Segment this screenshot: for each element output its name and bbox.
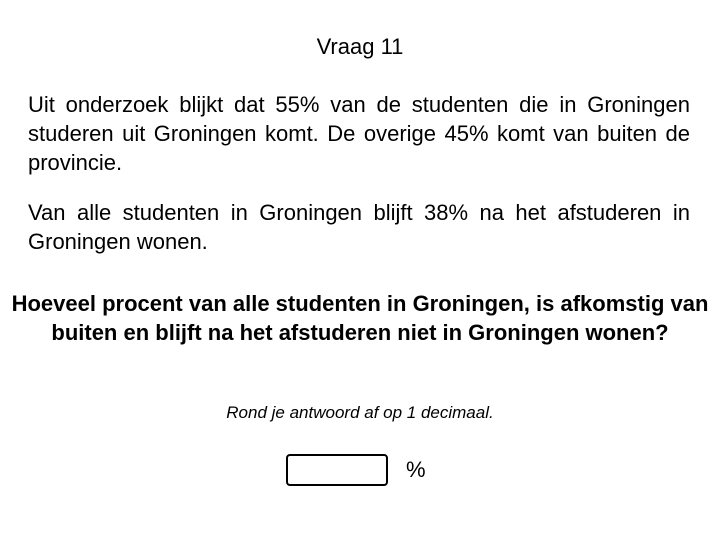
question-prompt: Hoeveel procent van alle studenten in Groningen, is afkomstig van buiten en blijft na het afstuderen niet in Groningen wonen? bbox=[11, 291, 709, 345]
intro-paragraph-origin: Uit onderzoek blijkt dat 55% van de studenten die in Groningen studeren uit Groningen komt. De overige 45% komt van buiten de provincie. bbox=[28, 92, 690, 175]
percent-unit-label: % bbox=[406, 457, 426, 482]
answer-input[interactable] bbox=[286, 454, 388, 486]
question-title: Vraag 11 bbox=[316, 34, 404, 59]
rounding-hint: Rond je antwoord af op 1 decimaal. bbox=[226, 403, 494, 422]
intro-paragraph-stay-rate: Van alle studenten in Groningen blijft 38% na het afstuderen in Groningen wonen. bbox=[28, 200, 690, 254]
